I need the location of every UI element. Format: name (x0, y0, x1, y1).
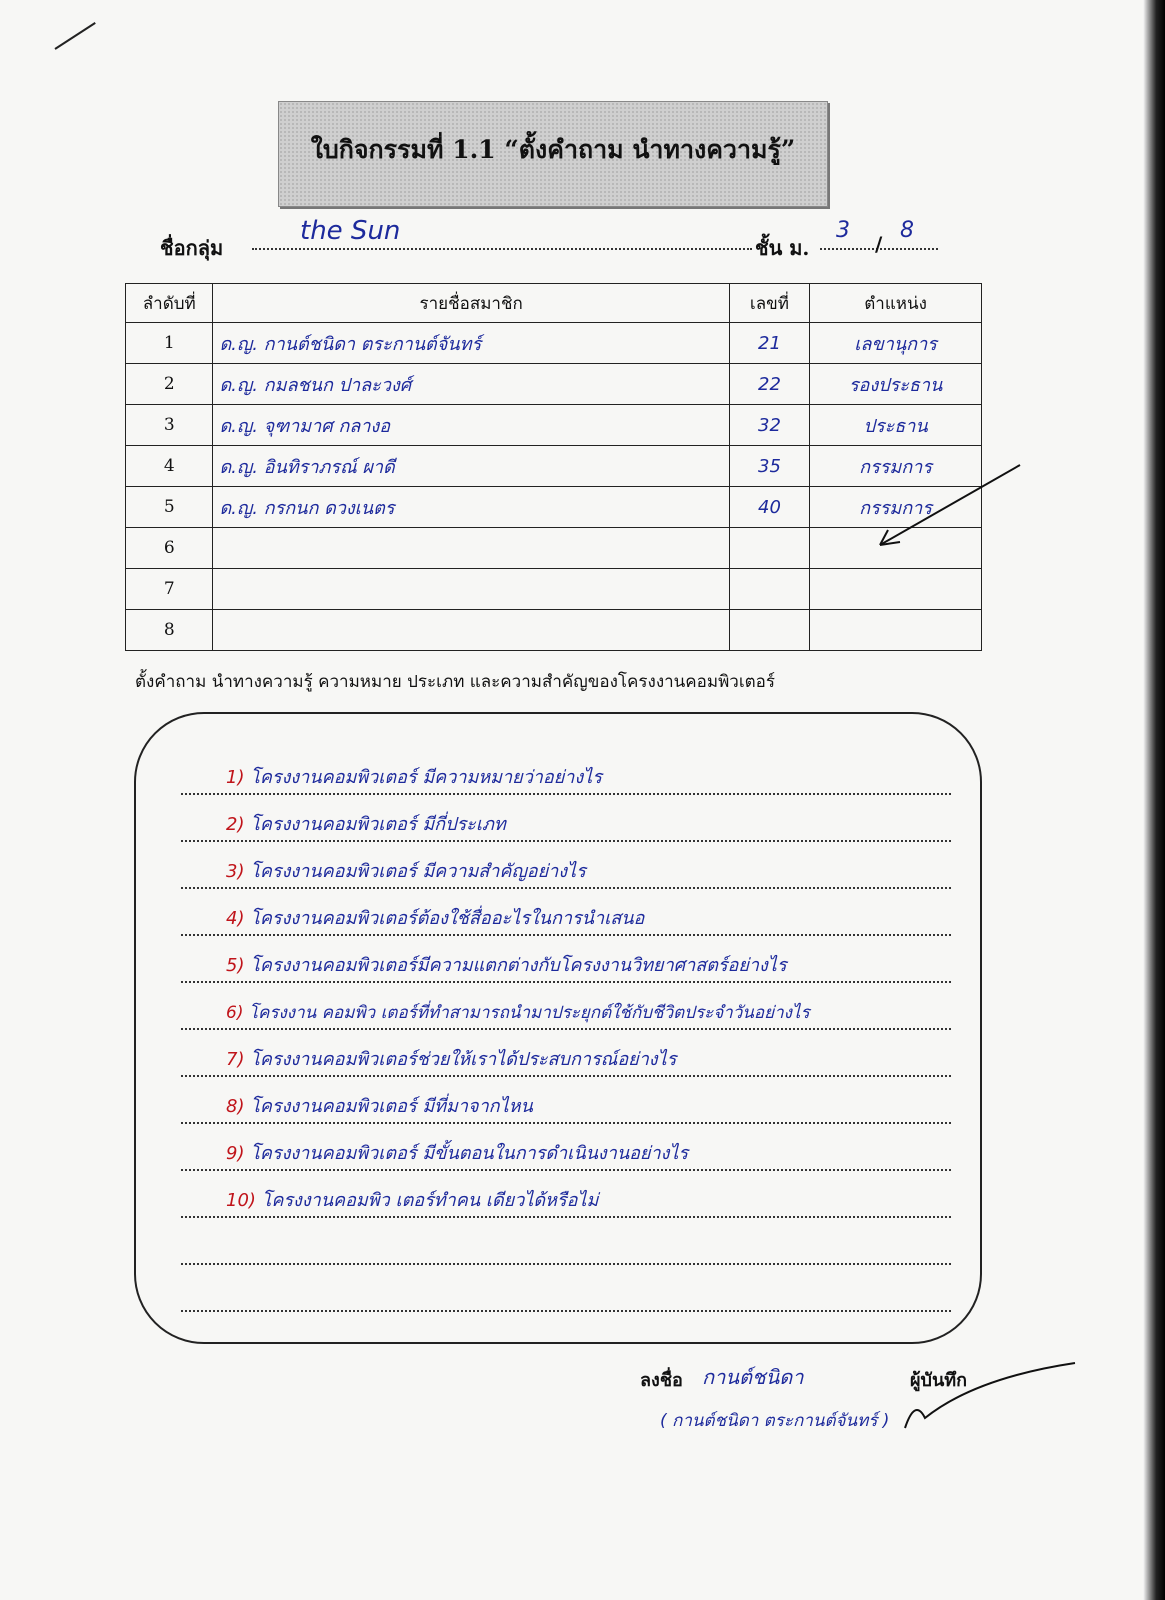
member-name: ด.ญ. กานต์ชนิดา ตระกานต์จันทร์ (213, 323, 729, 364)
class-separator: / (875, 232, 883, 256)
question-line (181, 1229, 951, 1265)
title-banner (278, 101, 828, 207)
question-line (181, 806, 951, 842)
group-label: ชื่อกลุ่ม (160, 236, 224, 260)
member-id: 40 (729, 487, 809, 528)
member-id (729, 569, 809, 610)
table-row (126, 569, 982, 610)
question-text (226, 809, 506, 838)
member-name (213, 569, 729, 610)
member-name: ด.ญ. กมลชนก ปาละวงศ์ (213, 364, 729, 405)
question-number: 1) (226, 767, 245, 788)
row-no: 5 (126, 487, 213, 528)
table-header-row (126, 284, 982, 323)
member-name: ด.ญ. จุฑามาศ กลางอ (213, 405, 729, 446)
table-row (126, 405, 982, 446)
member-role: รองประธาน (810, 364, 982, 405)
question-text (226, 1185, 598, 1214)
question-line (181, 1182, 951, 1218)
question-body: โครงงานคอมพิวเตอร์ช่วยให้เราได้ประสบการณ์อย่างไร (250, 1049, 677, 1070)
signature-role: ผู้บันทึก (910, 1370, 968, 1391)
row-no: 4 (126, 446, 213, 487)
question-number: 8) (226, 1096, 245, 1117)
question-text (226, 903, 644, 932)
question-number: 9) (226, 1143, 245, 1164)
question-number: 6) (226, 1003, 244, 1023)
question-body: โครงงานคอมพิวเตอร์ มีความสำคัญอย่างไร (250, 861, 586, 882)
question-line (181, 759, 951, 795)
question-text (226, 999, 810, 1026)
table-row (126, 610, 982, 651)
signature-full-name: ( กานต์ชนิดา ตระกานต์จันทร์ ) (660, 1411, 890, 1431)
question-line (181, 900, 951, 936)
question-body: โครงงาน คอมพิว เตอร์ที่ทำสามารถนำมาประยุกต์ใช้กับชีวิตประจำวันอย่างไร (248, 1003, 810, 1023)
question-number: 2) (226, 814, 245, 835)
member-id: 22 (729, 364, 809, 405)
row-no: 1 (126, 323, 213, 364)
signature-stroke-icon (895, 1358, 1085, 1448)
member-role: ประธาน (810, 405, 982, 446)
question-text (226, 1091, 533, 1120)
question-text (226, 1044, 676, 1073)
checkmark-icon (870, 460, 1030, 560)
col-header-name: รายชื่อสมาชิก (213, 284, 729, 323)
table-row (126, 364, 982, 405)
question-text (226, 950, 787, 979)
col-header-role: ตำแหน่ง (810, 284, 982, 323)
question-body: โครงงานคอมพิว เตอร์ทำคน เดียวได้หรือไม่ (261, 1190, 599, 1211)
question-number: 4) (226, 908, 245, 929)
class-room: 8 (900, 218, 914, 243)
question-text (226, 1138, 688, 1167)
signature-label: ลงชื่อ (640, 1370, 683, 1391)
table-row (126, 487, 982, 528)
scan-edge (1143, 0, 1165, 1600)
question-line (181, 947, 951, 983)
question-number: 10) (226, 1190, 256, 1211)
signature-name: กานต์ชนิดา (702, 1365, 804, 1389)
page-title: ใบกิจกรรมที่ 1.1 “ตั้งคำถาม นำทางความรู้” (310, 135, 796, 164)
question-line (181, 1088, 951, 1124)
question-text (226, 856, 586, 885)
instruction-text: ตั้งคำถาม นำทางความรู้ ความหมาย ประเภท และความสำคัญของโครงงานคอมพิวเตอร์ (135, 672, 776, 692)
member-name (213, 528, 729, 569)
question-body: โครงงานคอมพิวเตอร์ มีกี่ประเภท (250, 814, 506, 835)
member-name: ด.ญ. อินทิราภรณ์ ผาดี (213, 446, 729, 487)
table-row (126, 323, 982, 364)
class-label: ชั้น ม. (755, 236, 810, 260)
member-id (729, 610, 809, 651)
question-body: โครงงานคอมพิวเตอร์มีความแตกต่างกับโครงงานวิทยาศาสตร์อย่างไร (250, 955, 787, 976)
question-body: โครงงานคอมพิวเตอร์ต้องใช้สื่ออะไรในการนำเสนอ (250, 908, 645, 929)
question-line (181, 994, 951, 1030)
table-row (126, 528, 982, 569)
col-header-id: เลขที่ (729, 284, 809, 323)
class-level: 3 (836, 218, 850, 243)
member-role: กรรมการ (810, 487, 982, 528)
row-no: 8 (126, 610, 213, 651)
member-id: 35 (729, 446, 809, 487)
member-role (810, 569, 982, 610)
member-id (729, 528, 809, 569)
row-no: 2 (126, 364, 213, 405)
member-table (125, 283, 982, 651)
member-name (213, 610, 729, 651)
member-role (810, 610, 982, 651)
member-role: เลขานุการ (810, 323, 982, 364)
member-name: ด.ญ. กรกนก ดวงเนตร (213, 487, 729, 528)
group-name: the Sun (300, 216, 401, 246)
question-number: 5) (226, 955, 245, 976)
question-number: 3) (226, 861, 245, 882)
question-body: โครงงานคอมพิวเตอร์ มีขั้นตอนในการดำเนินงานอย่างไร (250, 1143, 689, 1164)
group-info-row (160, 216, 960, 260)
member-id: 21 (729, 323, 809, 364)
question-body: โครงงานคอมพิวเตอร์ มีที่มาจากไหน (250, 1096, 533, 1117)
table-row (126, 446, 982, 487)
row-no: 7 (126, 569, 213, 610)
row-no: 6 (126, 528, 213, 569)
question-line (181, 1041, 951, 1077)
question-number: 7) (226, 1049, 245, 1070)
question-box (134, 712, 982, 1344)
member-role: กรรมการ (810, 446, 982, 487)
question-line (181, 1135, 951, 1171)
question-text (226, 762, 602, 791)
question-body: โครงงานคอมพิวเตอร์ มีความหมายว่าอย่างไร (250, 767, 602, 788)
col-header-no: ลำดับที่ (126, 284, 213, 323)
member-id: 32 (729, 405, 809, 446)
group-name-line (252, 248, 752, 250)
question-line (181, 1276, 951, 1312)
question-line (181, 853, 951, 889)
pen-mark (54, 22, 95, 50)
row-no: 3 (126, 405, 213, 446)
